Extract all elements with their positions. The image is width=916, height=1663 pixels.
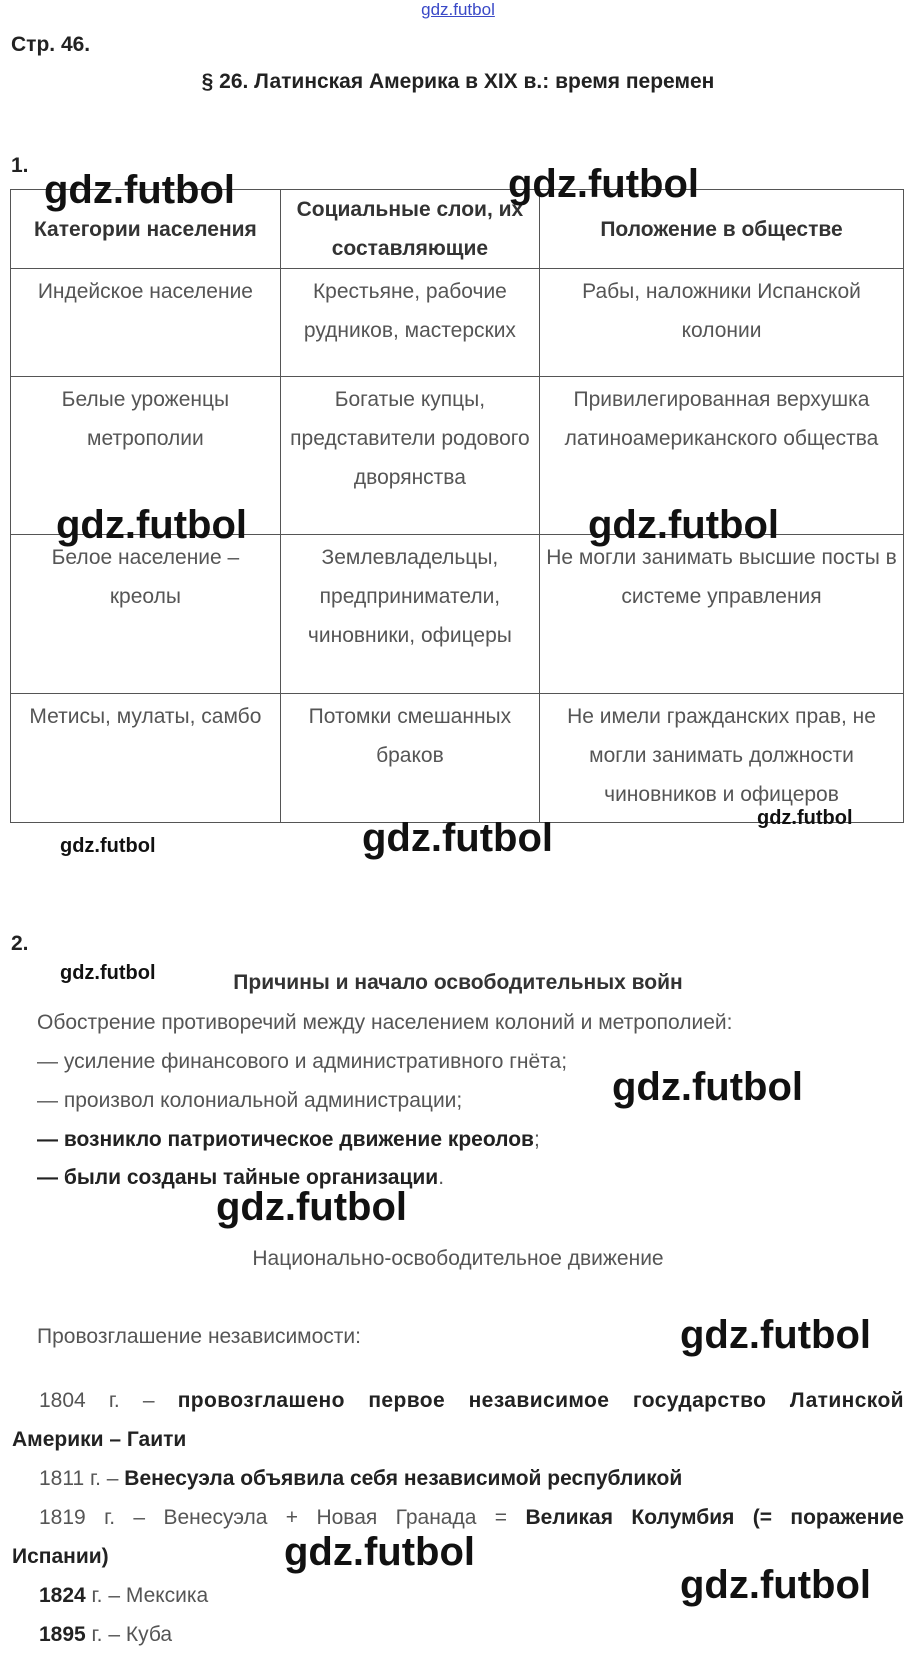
event-text-bold-cont: Америки – Гаити	[12, 1428, 187, 1451]
page-number: Стр. 46.	[11, 33, 91, 56]
watermark: gdz.futbol	[60, 962, 156, 984]
table-cell: Не могли занимать высшие посты в системе управления	[540, 535, 904, 694]
table-cell: Индейское население	[11, 269, 281, 377]
event-text-bold-cont: Испании)	[12, 1545, 109, 1568]
table-cell: Потомки смешанных браков	[280, 694, 539, 823]
list-dash: —	[37, 1089, 64, 1112]
independence-label: Провозглашение независимости:	[37, 1325, 361, 1348]
task-1-number: 1.	[11, 154, 29, 177]
event-text-bold: провозглашено первое независимое государство Латинской	[177, 1389, 904, 1412]
table-cell: Землевладельцы, предприниматели, чиновники, офицеры	[280, 535, 539, 694]
event-year: 1804 г. –	[39, 1389, 178, 1412]
section-title: § 26. Латинская Америка в XIX в.: время перемен	[201, 70, 715, 93]
watermark: gdz.futbol	[60, 835, 156, 857]
list-tail: ;	[533, 1128, 540, 1151]
list-tail: .	[438, 1166, 445, 1189]
event-text: Мексика	[125, 1584, 209, 1607]
table-cell: Рабы, наложники Испанской колонии	[540, 269, 904, 377]
list-item	[37, 1089, 462, 1113]
event-year-rest: г. –	[85, 1584, 126, 1607]
event-text-bold: Венесуэла объявила себя независимой республикой	[124, 1467, 683, 1490]
table-cell: Белые уроженцы метрополии	[11, 376, 281, 535]
causes-subtitle: Причины и начало освободительных войн	[233, 971, 683, 994]
table-cell: Не имели гражданских прав, не могли занимать должности чиновников и офицеров	[540, 694, 904, 823]
watermark: gdz.futbol	[508, 162, 700, 206]
event-year: 1811 г. –	[39, 1467, 125, 1490]
table-row	[11, 535, 904, 694]
header-categories: Категории населения	[11, 190, 281, 269]
event-year: 1819 г. –	[39, 1506, 164, 1529]
table-cell: Метисы, мулаты, самбо	[11, 694, 281, 823]
list-item	[37, 1050, 567, 1074]
header-social-layers: Социальные слои, их составляющие	[280, 190, 539, 269]
list-text-bold: были созданы тайные организации	[63, 1166, 439, 1189]
table-cell: Белое население – креолы	[11, 535, 281, 694]
causes-intro: Обострение противоречий между населением колоний и метрополией:	[37, 1011, 733, 1034]
watermark: gdz.futbol	[44, 168, 236, 212]
table-row	[11, 694, 904, 823]
table-row	[11, 269, 904, 377]
list-text: усиление финансового и административного гнёта;	[63, 1050, 568, 1073]
task-2-number: 2.	[11, 932, 29, 955]
movement-label: Национально-освободительное движение	[252, 1247, 664, 1270]
event-1811	[39, 1459, 682, 1498]
list-dash: —	[37, 1166, 64, 1189]
top-watermark: gdz.futbol	[421, 0, 495, 19]
event-1804	[12, 1381, 904, 1459]
watermark: gdz.futbol	[216, 1185, 408, 1229]
watermark: gdz.futbol	[362, 816, 554, 860]
watermark: gdz.futbol	[680, 1313, 872, 1357]
header-position: Положение в обществе	[540, 190, 904, 269]
table-cell: Крестьяне, рабочие рудников, мастерских	[280, 269, 539, 377]
event-text: Венесуэла + Новая Гранада =	[163, 1506, 526, 1529]
watermark: gdz.futbol	[56, 503, 248, 547]
list-item	[37, 1128, 540, 1152]
watermark: gdz.futbol	[588, 503, 780, 547]
list-text: произвол колониальной администрации;	[63, 1089, 463, 1112]
table-cell: Богатые купцы, представители родового дворянства	[280, 376, 539, 535]
list-dash: —	[37, 1128, 64, 1151]
event-text-bold: Великая Колумбия (= поражение	[525, 1506, 904, 1529]
event-text: Куба	[125, 1623, 173, 1646]
event-1824	[39, 1576, 208, 1615]
event-year-rest: г. –	[85, 1623, 126, 1646]
event-1895	[39, 1615, 172, 1654]
list-dash: —	[37, 1050, 64, 1073]
watermark: gdz.futbol	[680, 1563, 872, 1607]
event-year-bold: 1895	[39, 1623, 86, 1646]
watermark: gdz.futbol	[757, 807, 853, 829]
table-cell: Привилегированная верхушка латиноамериканского общества	[540, 376, 904, 535]
watermark: gdz.futbol	[284, 1530, 476, 1574]
watermark: gdz.futbol	[612, 1065, 804, 1109]
event-year-bold: 1824	[39, 1584, 86, 1607]
list-text-bold: возникло патриотическое движение креолов	[63, 1128, 534, 1151]
